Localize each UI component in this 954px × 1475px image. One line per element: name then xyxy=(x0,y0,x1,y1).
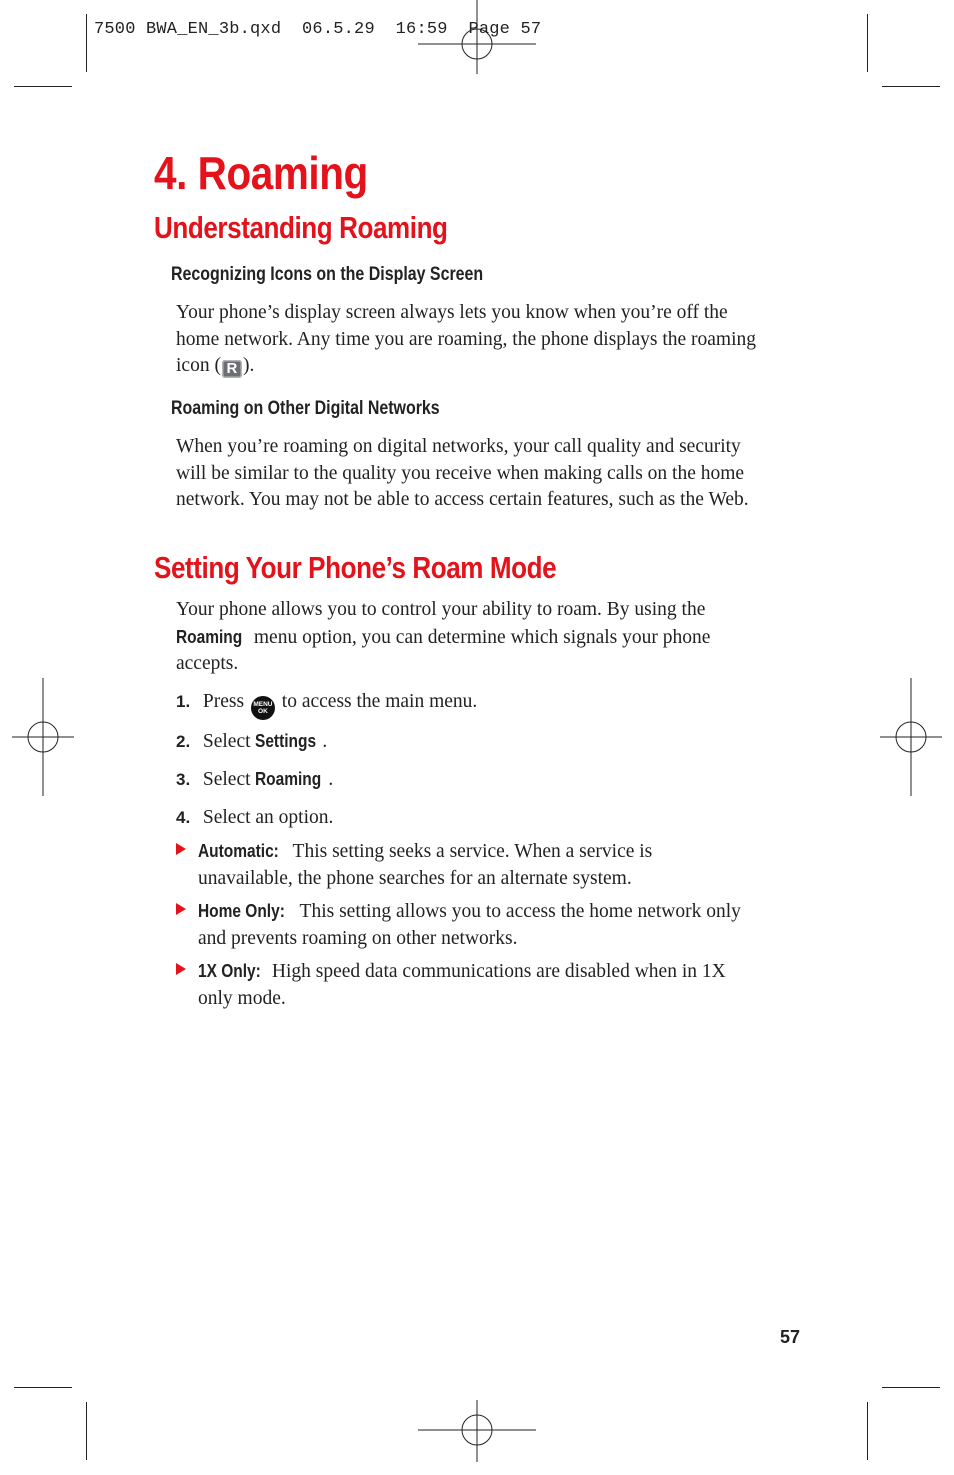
roaming-icon: R xyxy=(222,360,242,378)
step-4 xyxy=(176,805,333,831)
chapter-title: 4. Roaming xyxy=(154,147,368,199)
bullet-arrow-icon xyxy=(176,843,186,855)
registration-mark-right xyxy=(880,678,942,796)
step-number: 4. xyxy=(176,808,191,827)
bullet-arrow-icon xyxy=(176,903,186,915)
subhead-recognizing-icons: Recognizing Icons on the Display Screen xyxy=(171,264,484,285)
registration-mark-bottom xyxy=(418,1400,536,1462)
option-description: This setting allows you to access the home network only and prevents roaming on other networks. xyxy=(198,901,741,949)
step-number: 3. xyxy=(176,770,191,789)
section-title-understanding-roaming: Understanding Roaming xyxy=(154,210,448,245)
step-text: to access the main menu. xyxy=(281,691,478,712)
paragraph-digital-networks: When you’re roaming on digital networks, your call quality and security will be similar to the quality you receive when making calls on the home network. You may not be able to access certain features, such as the Web. xyxy=(176,436,749,510)
step-2 xyxy=(176,728,327,755)
step-text: Press xyxy=(202,691,245,712)
option-1x-only xyxy=(176,958,746,1012)
option-automatic xyxy=(176,838,746,892)
step-1 xyxy=(176,689,477,720)
section-title-roam-mode: Setting Your Phone’s Roam Mode xyxy=(154,550,557,585)
option-description: High speed data communications are disabled when in 1X only mode. xyxy=(198,961,726,1009)
option-description: This setting seeks a service. When a service is unavailable, the phone searches for an alternate system. xyxy=(198,841,653,889)
print-slug-line: 7500 BWA_EN_3b.qxd 06.5.29 16:59 Page 57 xyxy=(94,20,542,39)
registration-mark-left xyxy=(12,678,74,796)
step-text: Select xyxy=(202,731,251,752)
menu-item-settings: Settings xyxy=(255,731,317,751)
step-number: 1. xyxy=(176,692,191,711)
page-number: 57 xyxy=(780,1327,801,1347)
option-home-only xyxy=(176,898,746,952)
step-text: Select an option. xyxy=(202,807,334,828)
step-3 xyxy=(176,766,333,793)
step-punct: . xyxy=(322,731,328,752)
registration-mark-top xyxy=(418,0,536,74)
step-text: Select xyxy=(202,769,251,790)
paragraph-display-icons-text: Your phone’s display screen always lets you know when you’re off the home network. Any time you are roaming, the phone displays the roaming icon ( xyxy=(176,302,757,376)
option-label: 1X Only: xyxy=(198,961,261,981)
option-label: Home Only: xyxy=(198,901,285,921)
option-label: Automatic: xyxy=(198,841,279,861)
menu-item-roaming: Roaming xyxy=(255,769,322,789)
step-punct: . xyxy=(328,769,334,790)
intro-text-a: Your phone allows you to control your ability to roam. By using the xyxy=(176,599,706,620)
intro-bold-roaming: Roaming xyxy=(176,626,243,647)
paragraph-roam-mode-intro xyxy=(176,597,766,678)
step-number: 2. xyxy=(176,732,191,751)
menu-ok-key-icon: MENU OK xyxy=(251,696,275,720)
paragraph-display-icons xyxy=(176,300,766,380)
subhead-other-digital-networks: Roaming on Other Digital Networks xyxy=(171,398,440,419)
bullet-arrow-icon xyxy=(176,963,186,975)
paragraph-display-icons-end: ). xyxy=(242,355,255,376)
intro-text-b: menu option, you can determine which signals your phone accepts. xyxy=(176,626,711,674)
